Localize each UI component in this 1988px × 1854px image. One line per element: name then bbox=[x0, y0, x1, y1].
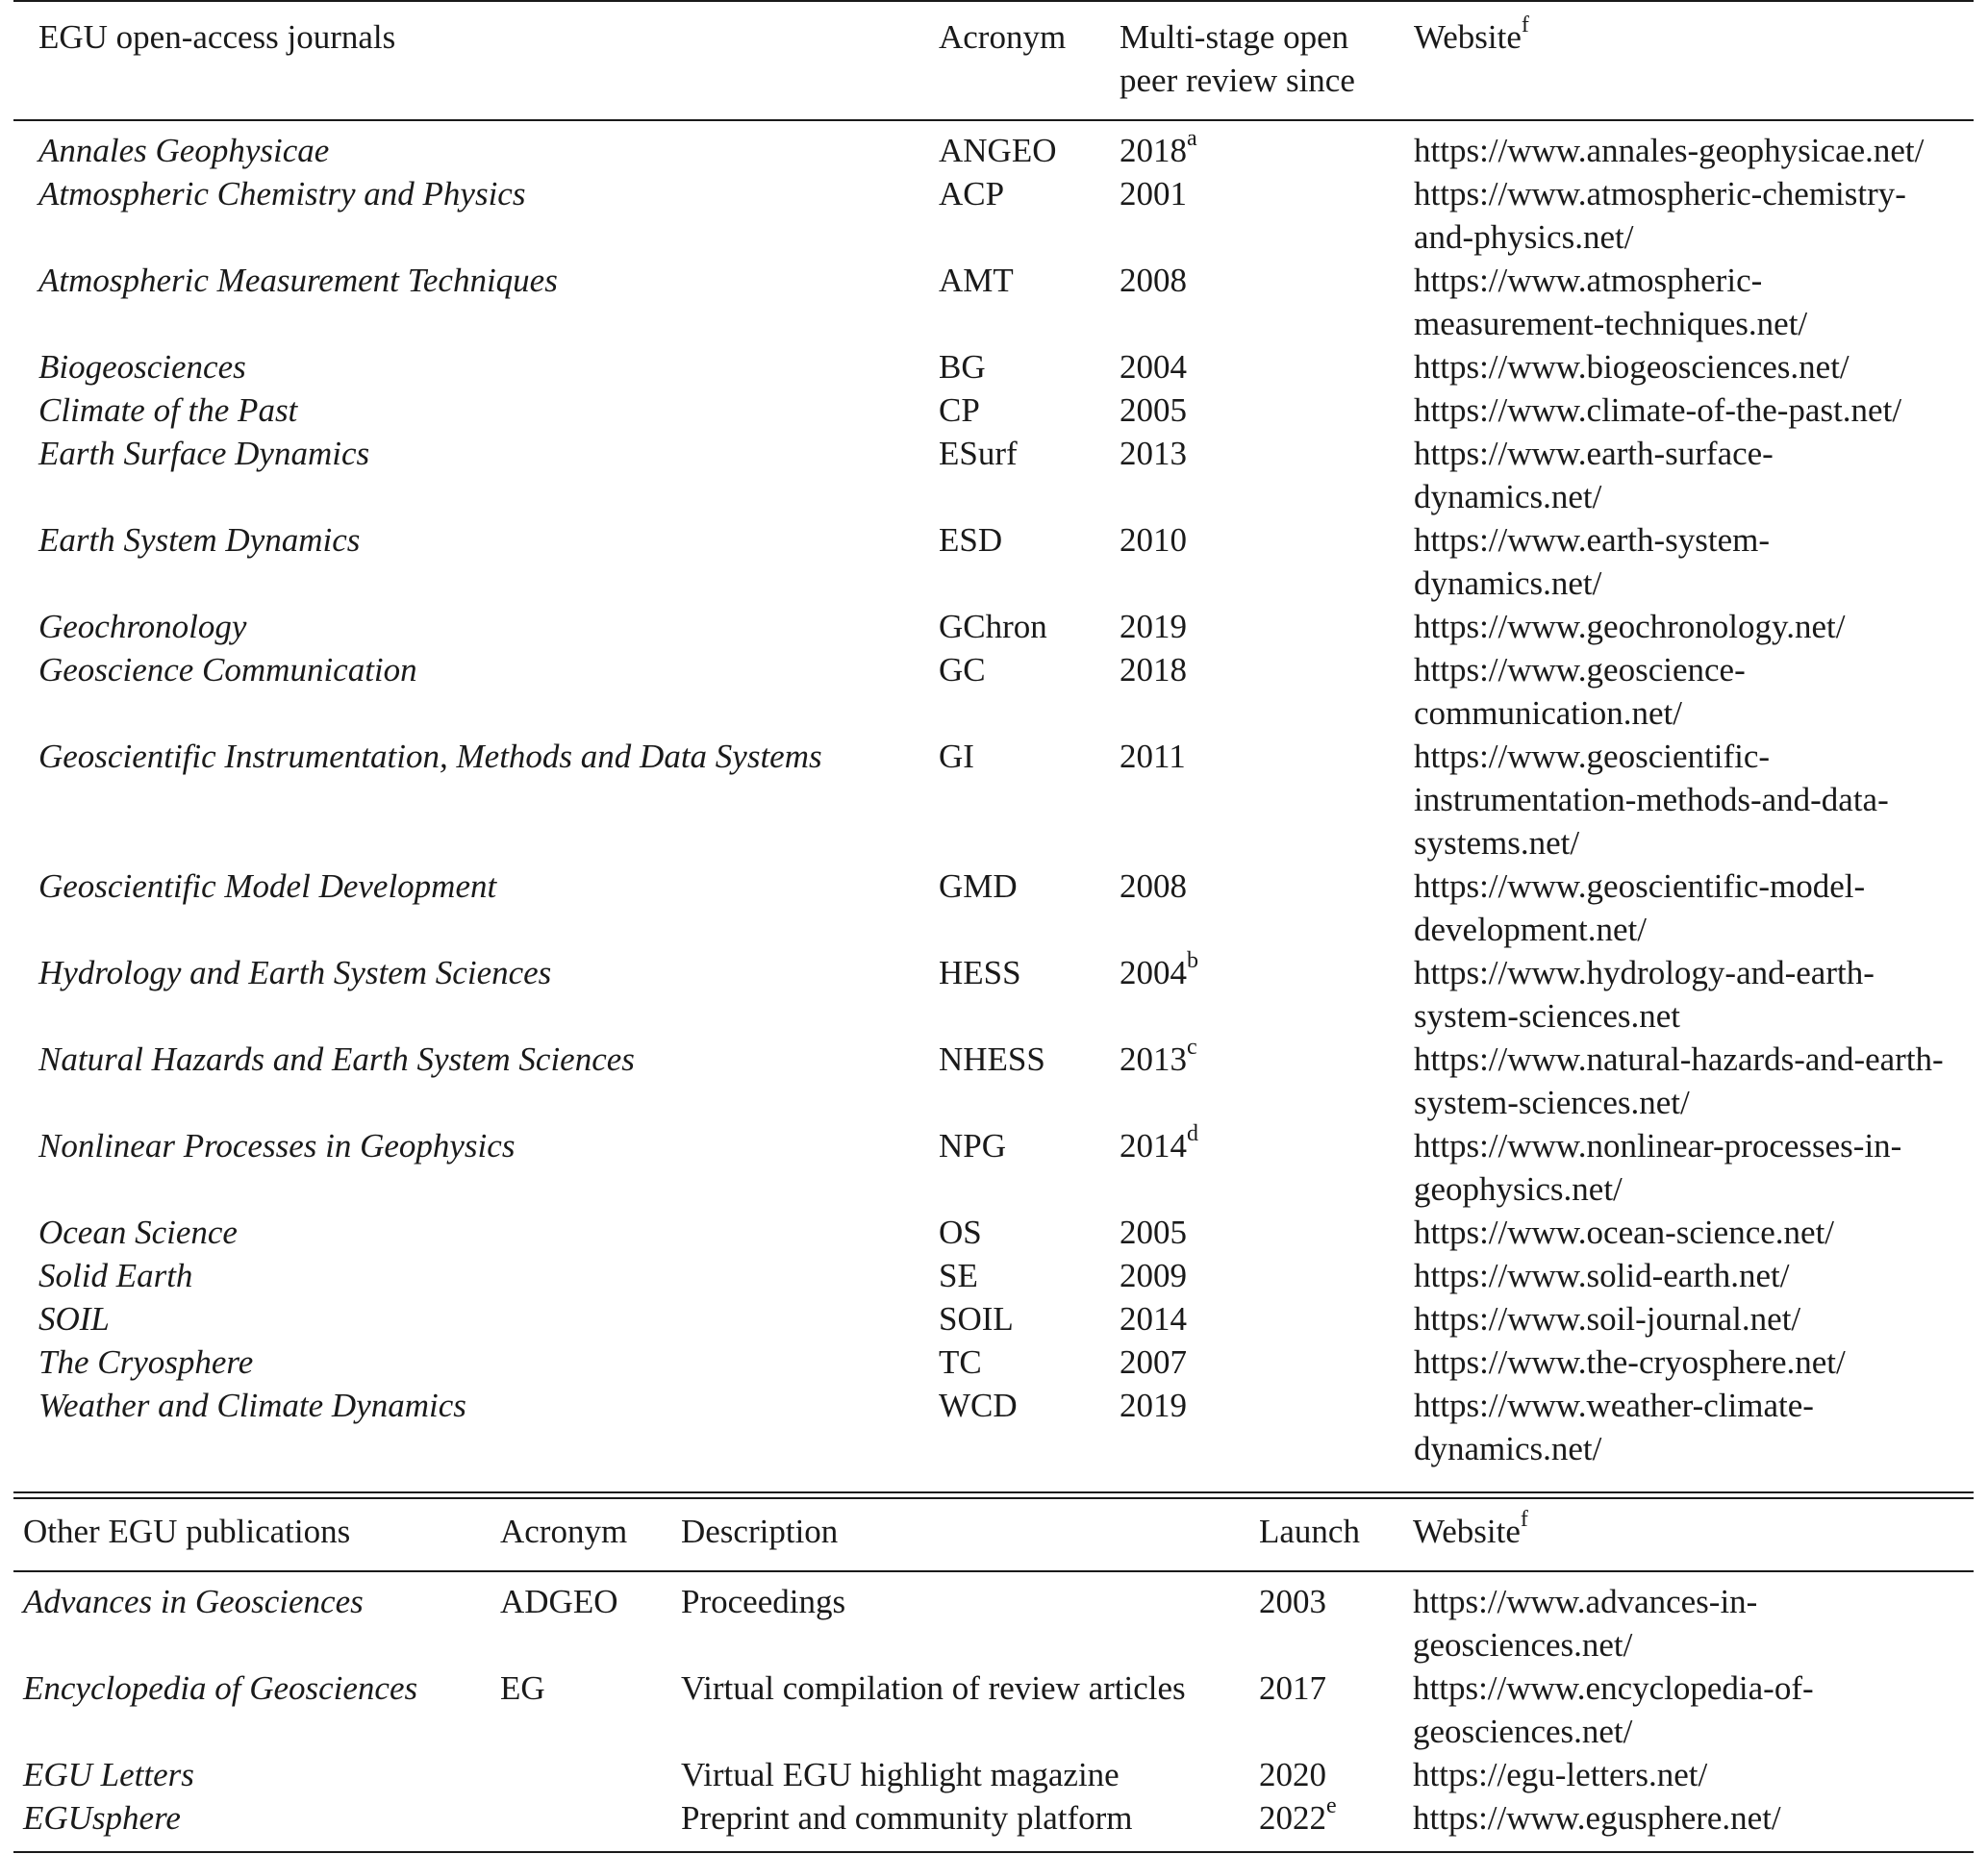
review-year: 2018 bbox=[1120, 651, 1187, 689]
journal-website[interactable] bbox=[1414, 951, 1974, 1038]
table-row bbox=[13, 1038, 1974, 1124]
website-url-line[interactable]: https://www.geochronology.net/ bbox=[1414, 608, 1846, 645]
table-row bbox=[13, 951, 1974, 1038]
journal-acronym: ESD bbox=[939, 521, 1003, 559]
journal-acronym: WCD bbox=[939, 1387, 1018, 1424]
journal-website[interactable] bbox=[1414, 1254, 1974, 1297]
journal-website[interactable] bbox=[1414, 864, 1974, 951]
launch-year: 2003 bbox=[1259, 1583, 1326, 1620]
header-review-since bbox=[1120, 1, 1414, 120]
publication-name: EGU Letters bbox=[23, 1756, 194, 1793]
footnote-marker: f bbox=[1521, 13, 1529, 38]
review-year: 2018 bbox=[1120, 132, 1187, 169]
journal-acronym: AMT bbox=[939, 262, 1014, 299]
journal-website[interactable] bbox=[1414, 259, 1974, 345]
publications-body bbox=[13, 1571, 1974, 1852]
review-year: 2009 bbox=[1120, 1257, 1187, 1294]
journal-name: Atmospheric Measurement Techniques bbox=[38, 262, 558, 299]
launch-year: 2017 bbox=[1259, 1669, 1326, 1707]
publication-acronym bbox=[500, 1796, 681, 1852]
review-year-cell bbox=[1120, 1297, 1414, 1340]
website-url-line[interactable]: dynamics.net/ bbox=[1414, 1430, 1602, 1467]
journal-acronym: BG bbox=[939, 348, 986, 386]
footnote-marker: a bbox=[1187, 126, 1197, 152]
review-year: 2008 bbox=[1120, 262, 1187, 299]
review-year-cell bbox=[1120, 259, 1414, 345]
publication-website[interactable] bbox=[1413, 1666, 1974, 1753]
journals-table bbox=[13, 0, 1974, 1482]
website-url-line[interactable]: geosciences.net/ bbox=[1413, 1713, 1633, 1750]
launch-year: 2020 bbox=[1259, 1756, 1326, 1793]
journal-name: Annales Geophysicae bbox=[38, 132, 330, 169]
header-website-label: Website bbox=[1414, 18, 1522, 56]
footnote-marker: b bbox=[1187, 948, 1198, 974]
website-url-line[interactable]: dynamics.net/ bbox=[1414, 564, 1602, 602]
journal-name: Natural Hazards and Earth System Sciences bbox=[38, 1040, 635, 1078]
journal-name: Biogeosciences bbox=[38, 348, 246, 386]
table-row bbox=[13, 388, 1974, 432]
review-year: 2004 bbox=[1120, 954, 1187, 991]
launch-year-cell bbox=[1259, 1793, 1413, 1852]
table-row bbox=[13, 605, 1974, 648]
publications-table bbox=[13, 1496, 1974, 1853]
launch-year-cell bbox=[1259, 1666, 1413, 1753]
review-year-cell bbox=[1120, 1121, 1414, 1211]
journal-name: The Cryosphere bbox=[38, 1343, 254, 1381]
journal-name: Earth Surface Dynamics bbox=[38, 435, 370, 472]
review-year: 2008 bbox=[1120, 867, 1187, 905]
review-year-cell bbox=[1120, 345, 1414, 388]
website-url-line[interactable]: communication.net/ bbox=[1414, 694, 1682, 732]
header-launch: Launch bbox=[1259, 1513, 1360, 1550]
table-row bbox=[13, 345, 1974, 388]
website-url-line[interactable]: https://www.egusphere.net/ bbox=[1413, 1799, 1781, 1837]
review-year-cell bbox=[1120, 605, 1414, 648]
footnote-marker: e bbox=[1326, 1793, 1337, 1819]
journal-acronym: ESurf bbox=[939, 435, 1018, 472]
table-row bbox=[13, 172, 1974, 259]
website-url-line[interactable]: https://www.nonlinear-processes-in- bbox=[1414, 1127, 1902, 1165]
review-year-cell bbox=[1120, 120, 1414, 172]
journal-name: Solid Earth bbox=[38, 1257, 193, 1294]
header-website-label: Website bbox=[1413, 1513, 1521, 1550]
review-year-cell bbox=[1120, 1384, 1414, 1482]
website-url-line[interactable]: system-sciences.net bbox=[1414, 997, 1680, 1035]
website-url-line[interactable]: https://www.hydrology-and-earth- bbox=[1414, 954, 1875, 991]
website-url-line[interactable]: instrumentation-methods-and-data- bbox=[1414, 781, 1889, 818]
website-url-line[interactable]: geophysics.net/ bbox=[1414, 1170, 1623, 1208]
table-row bbox=[13, 1571, 1974, 1666]
website-url-line[interactable]: https://egu-letters.net/ bbox=[1413, 1756, 1708, 1793]
journal-name: Nonlinear Processes in Geophysics bbox=[38, 1127, 516, 1165]
table-row bbox=[13, 735, 1974, 864]
journal-name: SOIL bbox=[38, 1300, 110, 1338]
header-publication: Other EGU publications bbox=[23, 1513, 351, 1550]
table-row bbox=[13, 518, 1974, 605]
review-year-cell bbox=[1120, 172, 1414, 259]
journal-acronym: SE bbox=[939, 1257, 978, 1294]
journal-acronym: NHESS bbox=[939, 1040, 1045, 1078]
journal-name: Ocean Science bbox=[38, 1214, 238, 1251]
journal-name: Earth System Dynamics bbox=[38, 521, 361, 559]
launch-year-cell bbox=[1259, 1753, 1413, 1796]
table-row bbox=[13, 648, 1974, 735]
journal-website[interactable] bbox=[1414, 1211, 1974, 1254]
journal-website[interactable] bbox=[1414, 648, 1974, 735]
table-row bbox=[13, 259, 1974, 345]
publications-header-row bbox=[13, 1496, 1974, 1571]
review-year-cell bbox=[1120, 1211, 1414, 1254]
journal-website[interactable] bbox=[1414, 345, 1974, 388]
review-year-cell bbox=[1120, 864, 1414, 951]
review-year-cell bbox=[1120, 1340, 1414, 1384]
website-url-line[interactable]: geosciences.net/ bbox=[1413, 1626, 1633, 1664]
table-row bbox=[13, 1666, 1974, 1753]
journal-name: Geoscientific Instrumentation, Methods and Data Systems bbox=[38, 738, 822, 775]
footnote-marker: d bbox=[1187, 1121, 1198, 1147]
table-row bbox=[13, 864, 1974, 951]
review-year-cell bbox=[1120, 388, 1414, 432]
journal-acronym: CP bbox=[939, 391, 980, 429]
footnote-marker: c bbox=[1187, 1035, 1197, 1061]
review-year-cell bbox=[1120, 1035, 1414, 1124]
review-year-cell bbox=[1120, 518, 1414, 605]
review-year: 2019 bbox=[1120, 1387, 1187, 1424]
website-url-line[interactable]: measurement-techniques.net/ bbox=[1414, 305, 1808, 342]
table-row bbox=[13, 1254, 1974, 1297]
journal-website[interactable] bbox=[1414, 120, 1974, 172]
publication-description: Virtual EGU highlight magazine bbox=[681, 1756, 1120, 1793]
website-url-line[interactable]: https://www.ocean-science.net/ bbox=[1414, 1214, 1835, 1251]
header-journal: EGU open-access journals bbox=[38, 18, 396, 56]
website-url-line[interactable]: https://www.earth-surface- bbox=[1414, 435, 1774, 472]
journal-name: Atmospheric Chemistry and Physics bbox=[38, 175, 526, 213]
publication-name: EGUsphere bbox=[23, 1799, 181, 1837]
journal-name: Geoscientific Model Development bbox=[38, 867, 497, 905]
header-review-line1: Multi-stage open bbox=[1120, 18, 1349, 56]
website-url-line[interactable]: development.net/ bbox=[1414, 911, 1648, 948]
review-year-cell bbox=[1120, 948, 1414, 1038]
journal-name: Hydrology and Earth System Sciences bbox=[38, 954, 552, 991]
website-url-line[interactable]: https://www.geoscientific-model- bbox=[1414, 867, 1866, 905]
website-url-line[interactable]: https://www.the-cryosphere.net/ bbox=[1414, 1343, 1846, 1381]
website-url-line[interactable]: https://www.geoscience- bbox=[1414, 651, 1746, 689]
review-year-cell bbox=[1120, 1254, 1414, 1297]
journal-website[interactable] bbox=[1414, 1124, 1974, 1211]
review-year: 2013 bbox=[1120, 435, 1187, 472]
launch-year: 2022 bbox=[1259, 1799, 1326, 1837]
table-row bbox=[13, 1297, 1974, 1340]
journals-header-row bbox=[13, 1, 1974, 120]
journal-acronym: TC bbox=[939, 1343, 982, 1381]
table-row bbox=[13, 1384, 1974, 1482]
review-year: 2001 bbox=[1120, 175, 1187, 213]
table-row bbox=[13, 1124, 1974, 1211]
journal-website[interactable] bbox=[1414, 605, 1974, 648]
journal-acronym: HESS bbox=[939, 954, 1021, 991]
journal-website[interactable] bbox=[1414, 1038, 1974, 1124]
table-row bbox=[13, 120, 1974, 172]
journal-acronym: GC bbox=[939, 651, 986, 689]
review-year: 2005 bbox=[1120, 391, 1187, 429]
review-year: 2011 bbox=[1120, 738, 1186, 775]
journal-website[interactable] bbox=[1414, 388, 1974, 432]
website-url-line[interactable]: https://www.atmospheric-chemistry- bbox=[1414, 175, 1906, 213]
journal-acronym: SOIL bbox=[939, 1300, 1014, 1338]
journal-website[interactable] bbox=[1414, 1297, 1974, 1340]
publication-description: Preprint and community platform bbox=[681, 1799, 1133, 1837]
website-url-line[interactable]: system-sciences.net/ bbox=[1414, 1084, 1690, 1121]
journal-website[interactable] bbox=[1414, 172, 1974, 259]
website-url-line[interactable]: and-physics.net/ bbox=[1414, 218, 1634, 256]
website-url-line[interactable]: https://www.geoscientific- bbox=[1414, 738, 1771, 775]
publication-website[interactable] bbox=[1413, 1796, 1974, 1852]
launch-year-cell bbox=[1259, 1571, 1413, 1666]
review-year: 2013 bbox=[1120, 1040, 1187, 1078]
journal-name: Geochronology bbox=[38, 608, 247, 645]
journal-acronym: GMD bbox=[939, 867, 1018, 905]
journals-body bbox=[13, 120, 1974, 1482]
journal-acronym: GChron bbox=[939, 608, 1047, 645]
journal-acronym: ANGEO bbox=[939, 132, 1057, 169]
review-year-cell bbox=[1120, 648, 1414, 735]
header-acronym: Acronym bbox=[500, 1513, 628, 1550]
journal-website[interactable] bbox=[1414, 735, 1974, 864]
review-year-cell bbox=[1120, 432, 1414, 518]
publication-name: Advances in Geosciences bbox=[23, 1583, 364, 1620]
table-row bbox=[13, 1753, 1974, 1796]
publication-description: Virtual compilation of review articles bbox=[681, 1669, 1186, 1707]
review-year: 2014 bbox=[1120, 1127, 1187, 1165]
journal-name: Weather and Climate Dynamics bbox=[38, 1387, 466, 1424]
journal-website[interactable] bbox=[1414, 518, 1974, 605]
website-url-line[interactable]: https://www.biogeosciences.net/ bbox=[1414, 348, 1850, 386]
review-year: 2007 bbox=[1120, 1343, 1187, 1381]
table-row bbox=[13, 1211, 1974, 1254]
website-url-line[interactable]: https://www.encyclopedia-of- bbox=[1413, 1669, 1814, 1707]
journal-acronym: GI bbox=[939, 738, 974, 775]
website-url-line[interactable]: https://www.climate-of-the-past.net/ bbox=[1414, 391, 1902, 429]
publication-website[interactable] bbox=[1413, 1571, 1974, 1666]
journal-name: Geoscience Communication bbox=[38, 651, 417, 689]
header-website bbox=[1413, 1496, 1974, 1571]
review-year: 2010 bbox=[1120, 521, 1187, 559]
header-website bbox=[1414, 1, 1974, 120]
table-row bbox=[13, 432, 1974, 518]
website-url-line[interactable]: dynamics.net/ bbox=[1414, 478, 1602, 515]
footnote-marker: f bbox=[1520, 1507, 1528, 1533]
review-year-cell bbox=[1120, 735, 1414, 864]
website-url-line[interactable]: https://www.earth-system- bbox=[1414, 521, 1771, 559]
publication-description: Proceedings bbox=[681, 1583, 846, 1620]
table-divider-rule-upper bbox=[13, 1491, 1974, 1493]
review-year: 2005 bbox=[1120, 1214, 1187, 1251]
website-url-line[interactable]: https://www.atmospheric- bbox=[1414, 262, 1763, 299]
publication-acronym: EG bbox=[500, 1669, 545, 1707]
header-description: Description bbox=[681, 1513, 839, 1550]
website-url-line[interactable]: https://www.annales-geophysicae.net/ bbox=[1414, 132, 1925, 169]
website-url-line[interactable]: https://www.soil-journal.net/ bbox=[1414, 1300, 1801, 1338]
website-url-line[interactable]: https://www.natural-hazards-and-earth- bbox=[1414, 1040, 1944, 1078]
publication-website[interactable] bbox=[1413, 1753, 1974, 1796]
review-year: 2004 bbox=[1120, 348, 1187, 386]
header-review-line2: peer review since bbox=[1120, 62, 1355, 99]
journal-website[interactable] bbox=[1414, 1384, 1974, 1482]
website-url-line[interactable]: systems.net/ bbox=[1414, 824, 1580, 862]
publication-acronym bbox=[500, 1753, 681, 1796]
journal-acronym: ACP bbox=[939, 175, 1005, 213]
review-year: 2014 bbox=[1120, 1300, 1187, 1338]
table-row bbox=[13, 1796, 1974, 1852]
table-divider-rule-lower bbox=[13, 1497, 1974, 1499]
publication-name: Encyclopedia of Geosciences bbox=[23, 1669, 418, 1707]
website-url-line[interactable]: https://www.weather-climate- bbox=[1414, 1387, 1814, 1424]
journal-acronym: OS bbox=[939, 1214, 982, 1251]
website-url-line[interactable]: https://www.solid-earth.net/ bbox=[1414, 1257, 1790, 1294]
journal-name: Climate of the Past bbox=[38, 391, 298, 429]
header-acronym: Acronym bbox=[939, 18, 1067, 56]
journal-acronym: NPG bbox=[939, 1127, 1007, 1165]
table-row bbox=[13, 1340, 1974, 1384]
journal-website[interactable] bbox=[1414, 1340, 1974, 1384]
review-year: 2019 bbox=[1120, 608, 1187, 645]
website-url-line[interactable]: https://www.advances-in- bbox=[1413, 1583, 1758, 1620]
publication-acronym: ADGEO bbox=[500, 1583, 618, 1620]
journal-website[interactable] bbox=[1414, 432, 1974, 518]
